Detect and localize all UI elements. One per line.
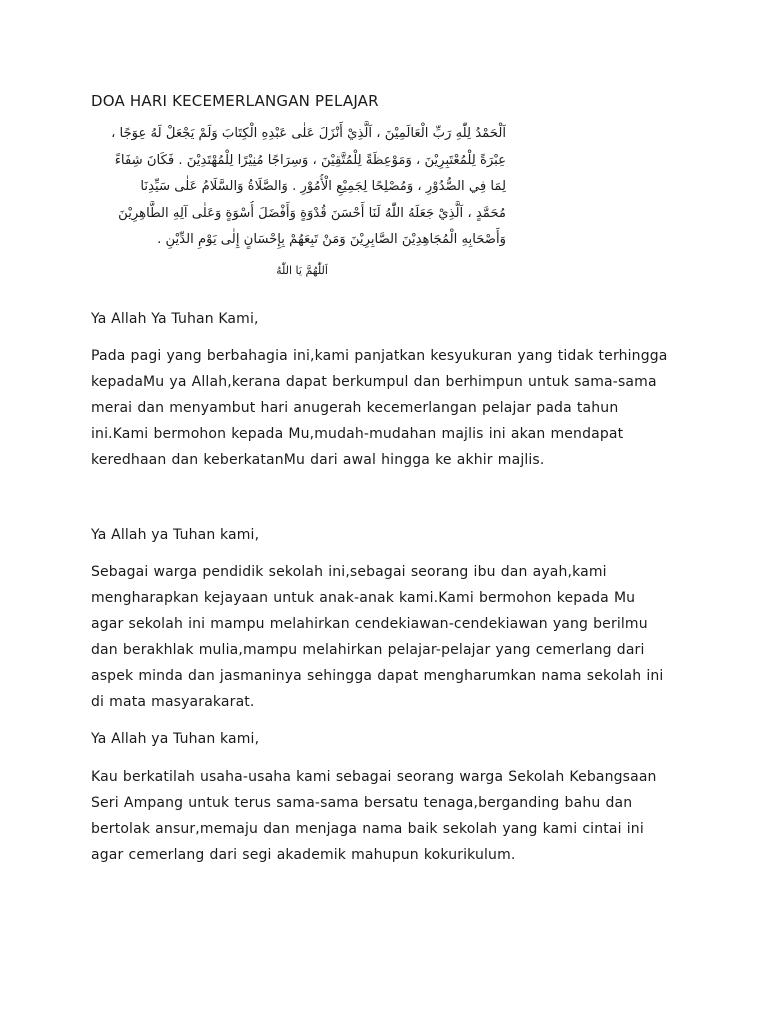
paragraph-line: keredhaan dan keberkatanMu dari awal hingga ke akhir majlis. [91,452,545,468]
paragraph-line: mengharapkan kejayaan untuk anak-anak kami.Kami bermohon kepada Mu [91,590,636,606]
paragraph-line: Sebagai warga pendidik sekolah ini,sebagai seorang ibu dan ayah,kami [91,564,607,580]
paragraph-line: Pada pagi yang berbahagia ini,kami panjatkan kesyukuran yang tidak terhingga [91,348,668,364]
paragraph-line: Kau berkatilah usaha-usaha kami sebagai seorang warga Sekolah Kebangsaan [91,769,657,785]
section-greeting: Ya Allah Ya Tuhan Kami, [91,311,259,327]
paragraph-line: Seri Ampang untuk terus sama-sama bersatu tenaga,berganding bahu dan [91,795,633,811]
arabic-line: لِمَا فِي الصُّدُوْرِ ، وَمُصْلِحًا لِجَمِيْعِ الْأُمُوْرِ . وَالصَّلَاةُ وَالسَّلَامُ عَلٰى سَيِّدِنَا [140,179,506,194]
arabic-opening-prayer [92,121,506,254]
paragraph-line: dan berakhlak mulia,mampu melahirkan pelajar-pelajar yang cemerlang dari [91,642,645,658]
paragraph [91,343,691,473]
arabic-invocation: اَللّٰهُمَّ يَا اللّٰهُ [276,264,328,277]
arabic-line: وَأَصْحَابِهِ الْمُجَاهِدِيْنَ الصَّابِرِيْنَ وَمَنْ تَبِعَهُمْ بِإِحْسَانٍ إِلٰى يَوْمِ الدِّيْنِ . [157,232,506,247]
paragraph-line: kepadaMu ya Allah,kerana dapat berkumpul dan berhimpun untuk sama-sama [91,374,657,390]
arabic-line: اَلْحَمْدُ لِلّٰهِ رَبِّ الْعَالَمِيْنَ ، اَلَّذِيْ أَنْزَلَ عَلٰى عَبْدِهِ الْكِتَابَ وَلَمْ يَجْعَلْ لَهُ عِوَجًا ، [111,126,506,141]
arabic-line: عِبْرَةً لِلْمُعْتَبِرِيْنَ ، وَمَوْعِظَةً لِلْمُتَّقِيْنَ ، وَسِرَاجًا مُنِيْرًا لِلْمُهْتَدِيْنَ . فَكَانَ شِفَاءً [114,152,506,168]
section-greeting: Ya Allah ya Tuhan kami, [91,731,260,747]
document-title: DOA HARI KECEMERLANGAN PELAJAR [91,92,379,110]
paragraph [91,764,691,868]
section-greeting: Ya Allah ya Tuhan kami, [91,527,260,543]
paragraph-line: bertolak ansur,memaju dan menjaga nama baik sekolah yang kami cintai ini [91,821,644,837]
paragraph-line: aspek minda dan jasmaninya sehingga dapat mengharumkan nama sekolah ini [91,668,664,684]
paragraph [91,559,691,715]
paragraph-line: agar cemerlang dari segi akademik mahupun kokurikulum. [91,847,516,863]
paragraph-line: ini.Kami bermohon kepada Mu,mudah-mudahan majlis ini akan mendapat [91,426,624,442]
paragraph-line: merai dan menyambut hari anugerah kecemerlangan pelajar pada tahun [91,400,619,416]
arabic-line: مُحَمَّدٍ ، اَلَّذِيْ جَعَلَهُ اللّٰهُ لَنَا أَحْسَنَ قُدْوَةٍ وَأَفْضَلَ أُسْوَةٍ وَعَلٰى آلِهِ الطَّاهِرِيْنَ [118,205,506,221]
paragraph-line: agar sekolah ini mampu melahirkan cendekiawan-cendekiawan yang berilmu [91,616,648,632]
paragraph-line: di mata masyarakarat. [91,694,255,710]
